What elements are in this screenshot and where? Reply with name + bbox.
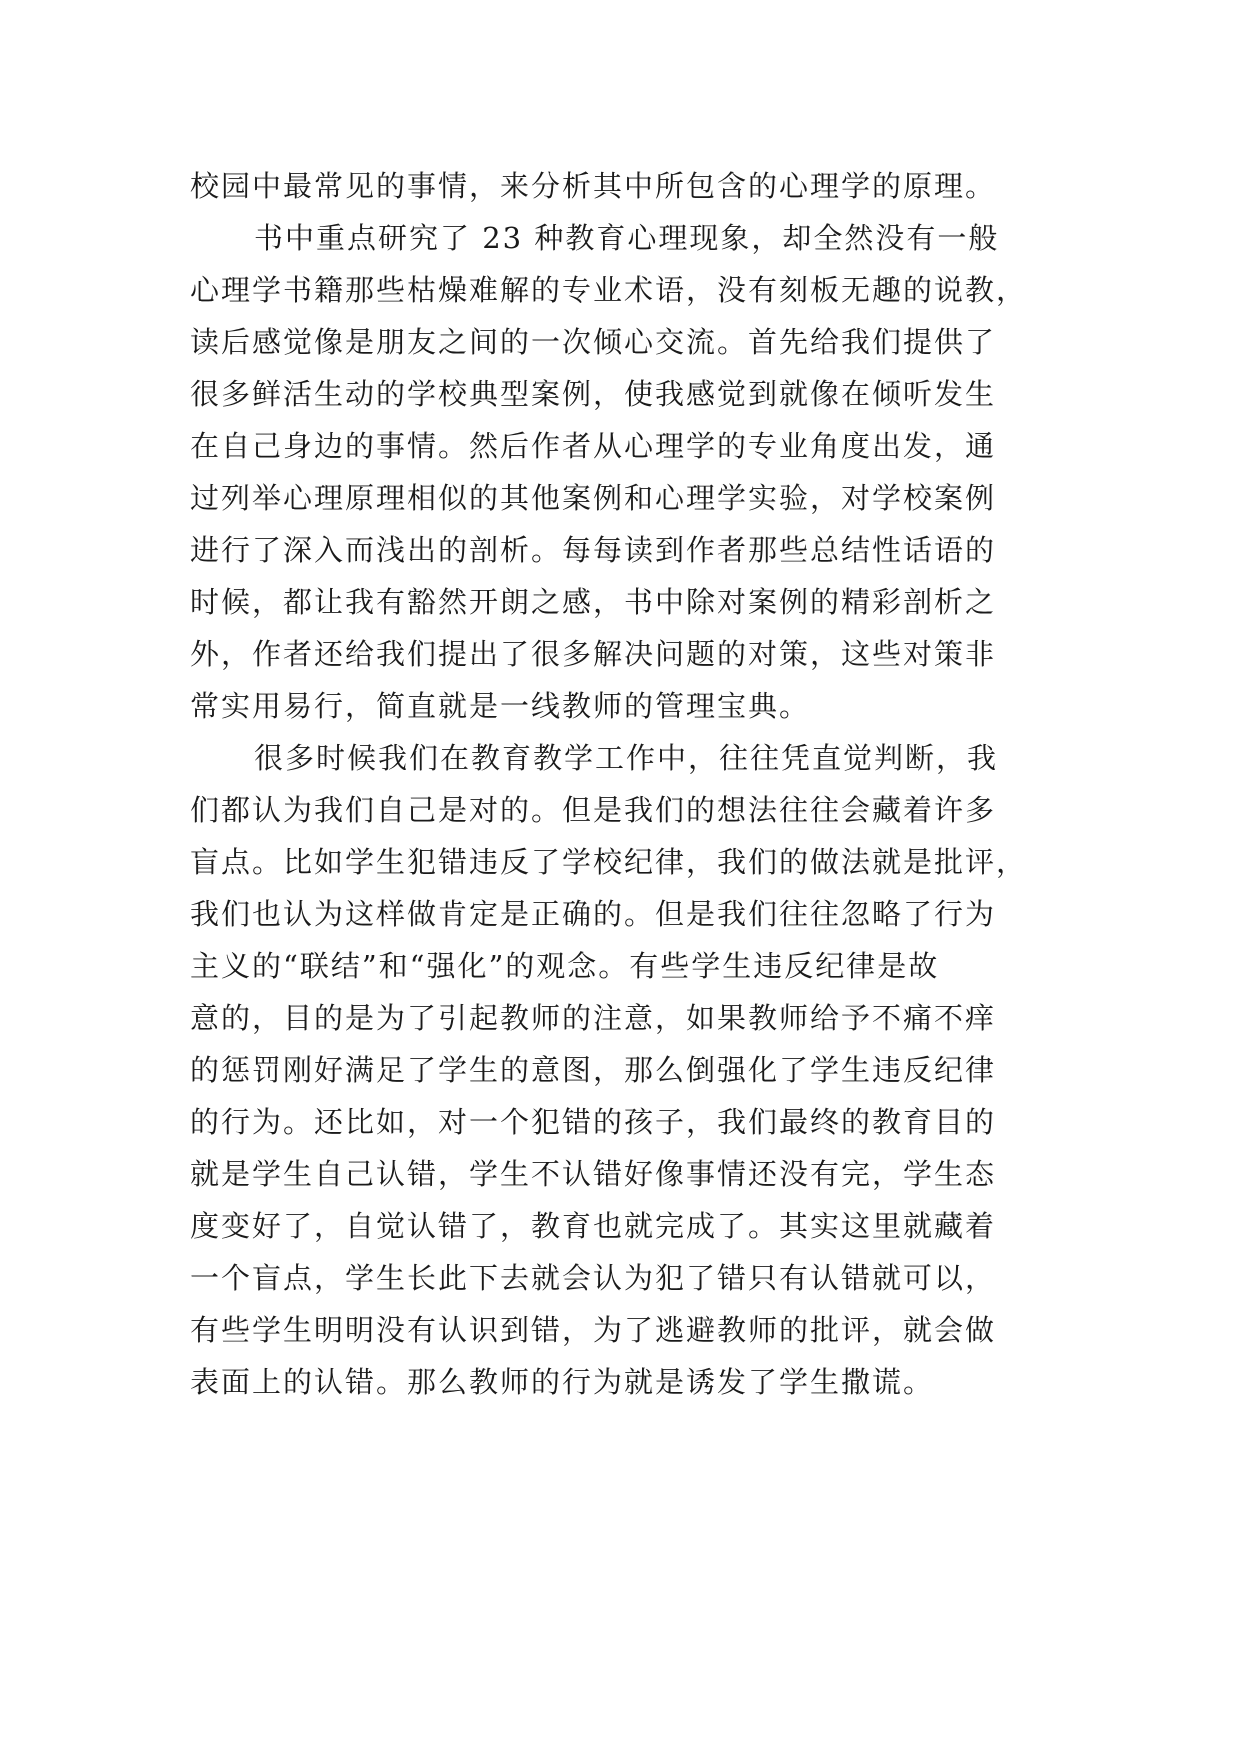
- text-line: 的惩罚刚好满足了学生的意图，那么倒强化了学生违反纪律: [190, 1053, 997, 1087]
- text-line: 时候，都让我有豁然开朗之感，书中除对案例的精彩剖析之: [190, 585, 997, 619]
- text-line: 常实用易行，简直就是一线教师的管理宝典。: [190, 689, 811, 723]
- text-line: 读后感觉像是朋友之间的一次倾心交流。首先给我们提供了: [190, 325, 997, 359]
- text-line: 盲点。比如学生犯错违反了学校纪律，我们的做法就是批评，: [190, 845, 1028, 879]
- text-line: 们都认为我们自己是对的。但是我们的想法往往会藏着许多: [190, 793, 997, 827]
- text-line: 就是学生自己认错，学生不认错好像事情还没有完，学生态: [190, 1157, 997, 1191]
- text-line: 书中重点研究了 23 种教育心理现象，却全然没有一般: [254, 221, 1000, 255]
- text-line: 意的，目的是为了引起教师的注意，如果教师给予不痛不痒: [190, 1001, 997, 1035]
- text-line: 在自己身边的事情。然后作者从心理学的专业角度出发，通: [190, 429, 997, 463]
- text-line: 心理学书籍那些枯燥难解的专业术语，没有刻板无趣的说教，: [190, 273, 1028, 307]
- text-line: 进行了深入而浅出的剖析。每每读到作者那些总结性话语的: [190, 533, 997, 567]
- text-line: 表面上的认错。那么教师的行为就是诱发了学生撒谎。: [190, 1365, 935, 1399]
- text-line: 外，作者还给我们提出了很多解决问题的对策，这些对策非: [190, 637, 997, 671]
- text-line: 我们也认为这样做肯定是正确的。但是我们往往忽略了行为: [190, 897, 997, 931]
- text-line: 度变好了，自觉认错了，教育也就完成了。其实这里就藏着: [190, 1209, 997, 1243]
- text-line: 很多时候我们在教育教学工作中，往往凭直觉判断，我: [254, 741, 999, 775]
- text-line: 的行为。还比如，对一个犯错的孩子，我们最终的教育目的: [190, 1105, 997, 1139]
- text-line: 过列举心理原理相似的其他案例和心理学实验，对学校案例: [190, 481, 997, 515]
- text-line: 主义的“联结”和“强化”的观念。有些学生违反纪律是故: [190, 949, 940, 983]
- text-line: 有些学生明明没有认识到错，为了逃避教师的批评，就会做: [190, 1313, 997, 1347]
- text-line: 校园中最常见的事情，来分析其中所包含的心理学的原理。: [190, 169, 997, 203]
- text-line: 很多鲜活生动的学校典型案例，使我感觉到就像在倾听发生: [190, 377, 997, 411]
- body-text: [190, 160, 1090, 1408]
- text-line: 一个盲点，学生长此下去就会认为犯了错只有认错就可以，: [190, 1261, 997, 1295]
